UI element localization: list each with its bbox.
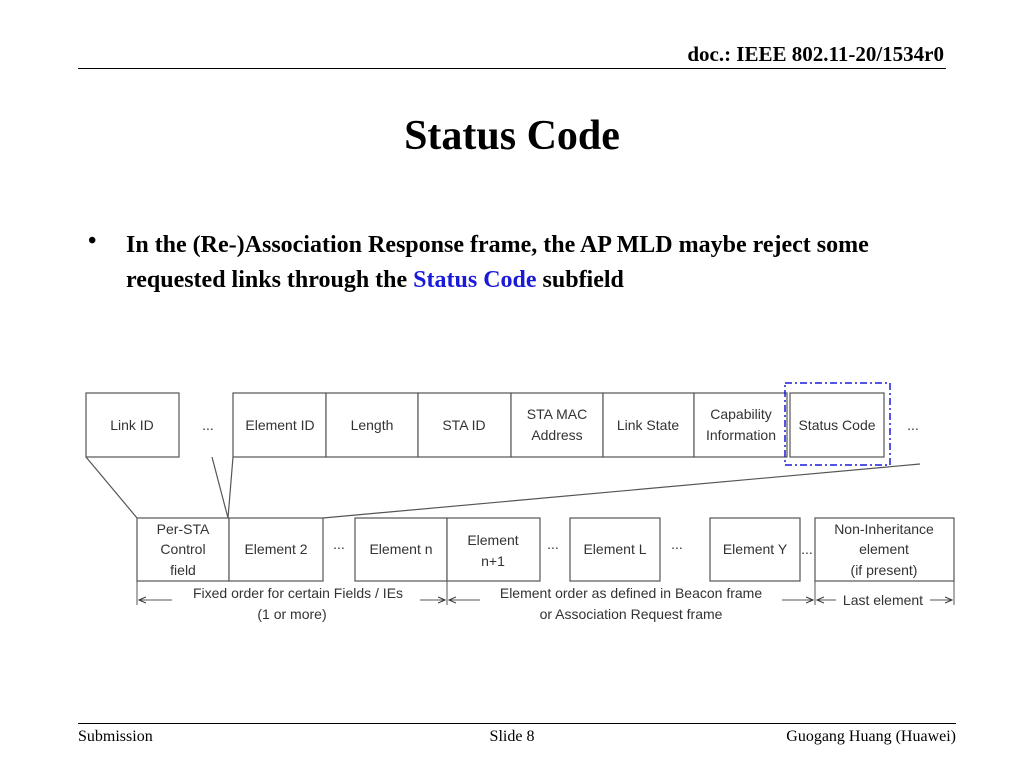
- element-n-label: Element n: [369, 541, 433, 557]
- doc-id: doc.: IEEE 802.11-20/1534r0: [687, 42, 944, 66]
- per-sta-label-2: Control: [160, 541, 206, 557]
- per-sta-label-3: field: [170, 562, 196, 578]
- footer-submission: Submission: [78, 728, 153, 745]
- capability-box: [694, 393, 787, 457]
- bullet-text-after: subfield: [542, 267, 624, 293]
- non-inheritance-label-1: Non-Inheritance: [834, 521, 934, 537]
- ellipsis-bottom-a: ...: [333, 536, 345, 552]
- connector-left: [86, 457, 137, 518]
- element-n1-box: [447, 518, 540, 581]
- slide-title: Status Code: [404, 113, 620, 159]
- bullet-text-before: In the (Re-)Association Response frame, the AP MLD maybe reject some requested links through the: [126, 232, 869, 293]
- fixed-order-label-1: Fixed order for certain Fields / IEs: [192, 585, 404, 601]
- bullet-marker: •: [88, 228, 97, 254]
- status-code-label: Status Code: [798, 417, 876, 433]
- connector-right: [323, 464, 920, 518]
- element-y-label: Element Y: [722, 541, 788, 557]
- element-order-label-2: or Association Request frame: [539, 606, 723, 622]
- footer-rule: [78, 723, 956, 724]
- connector-mid-1: [212, 457, 228, 518]
- footer-author: Guogang Huang (Huawei): [786, 728, 956, 745]
- element-id-label: Element ID: [245, 417, 315, 433]
- element-order-label-1: Element order as defined in Beacon frame: [499, 585, 763, 601]
- element-l-label: Element L: [583, 541, 647, 557]
- element-n1-label-1: Element: [467, 532, 519, 548]
- footer-slide-number: Slide 8: [489, 728, 535, 745]
- length-label: Length: [350, 417, 394, 433]
- element-n1-label-2: n+1: [481, 553, 505, 569]
- non-inheritance-label-2: element: [859, 541, 909, 557]
- ellipsis-top-2: ...: [907, 417, 919, 433]
- capability-label-1: Capability: [710, 406, 772, 422]
- non-inheritance-label-3: (if present): [850, 562, 918, 578]
- ellipsis-bottom-b: ...: [547, 536, 559, 552]
- ellipsis-bottom-c: ...: [671, 536, 683, 552]
- link-state-label: Link State: [616, 417, 680, 433]
- sta-mac-label-2: Address: [531, 427, 583, 443]
- fixed-order-label-2: (1 or more): [257, 606, 327, 622]
- connector-mid-2: [228, 457, 233, 518]
- element-2-label: Element 2: [244, 541, 308, 557]
- per-sta-label-1: Per-STA: [156, 521, 210, 537]
- status-code-highlight: Status Code: [413, 267, 537, 293]
- ellipsis-bottom-d: ...: [801, 541, 813, 557]
- capability-label-2: Information: [705, 427, 777, 443]
- sta-mac-box: [511, 393, 603, 457]
- ellipsis-top-1: ...: [202, 417, 214, 433]
- last-element-label: Last element: [842, 592, 924, 608]
- sta-id-label: STA ID: [442, 417, 486, 433]
- sta-mac-label-1: STA MAC: [526, 406, 588, 422]
- link-id-label: Link ID: [110, 417, 154, 433]
